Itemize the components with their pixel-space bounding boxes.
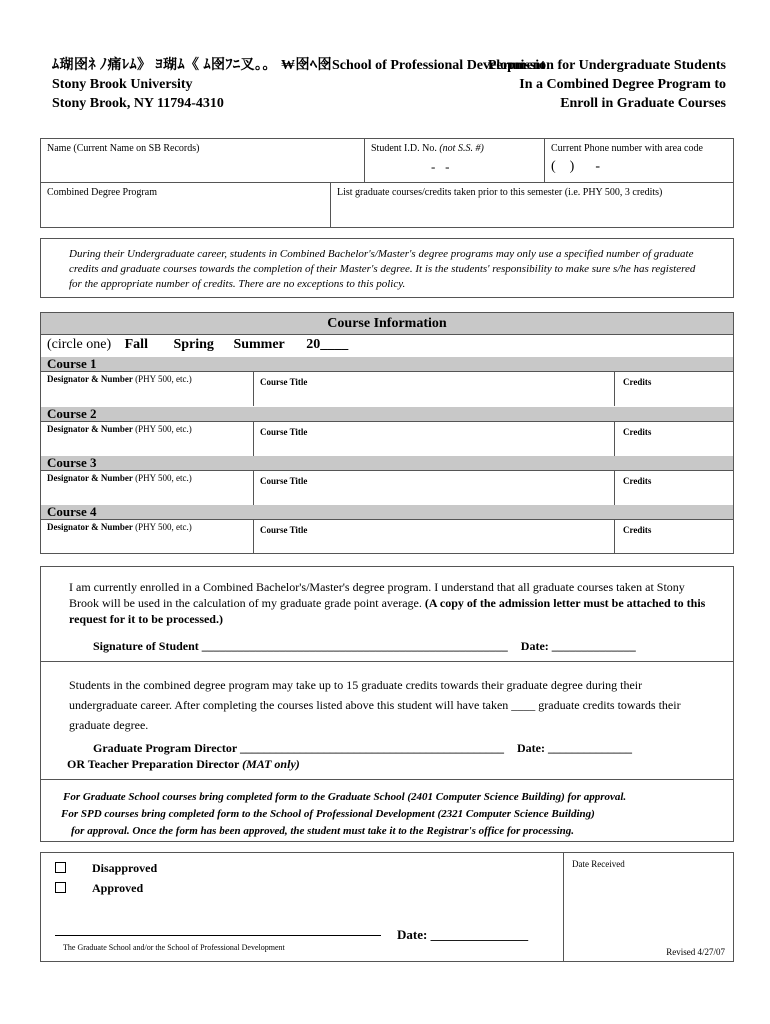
course-1-block xyxy=(41,357,733,406)
student-date-label: Date: ______________ xyxy=(520,639,636,653)
form-title-line3: Enroll in Graduate Courses xyxy=(560,96,726,111)
teacher-director-note: (MAT only) xyxy=(242,757,300,771)
enrollment-statement xyxy=(69,579,709,627)
term-spring[interactable]: Spring xyxy=(173,337,214,352)
approver-signature-line[interactable] xyxy=(55,935,381,936)
designator-note: (PHY 500, etc.) xyxy=(135,424,192,434)
course-1-row xyxy=(41,371,733,406)
student-signature-label: Signature of Student ___________________________________________________ xyxy=(93,639,508,653)
phone-label: Current Phone number with area code xyxy=(551,143,703,154)
approval-date-line[interactable]: Date: _______________ xyxy=(397,927,529,942)
phone-format: ( ) - xyxy=(551,159,600,174)
section-divider xyxy=(41,661,733,662)
designator-label: Designator & Number xyxy=(47,374,133,384)
enrollment-statement-text: I am currently enrolled in a Combined Bachelor's/Master's degree program. I understand that all graduate courses taken at Stony Brook will be used in the calculation of my graduate grade point average. xyxy=(69,580,685,610)
approved-label: Approved xyxy=(92,881,144,895)
combined-degree-program-label: Combined Degree Program xyxy=(47,187,157,198)
section-divider xyxy=(41,779,733,780)
course-4-title-field[interactable] xyxy=(253,520,615,554)
course-2-designator-field[interactable] xyxy=(47,424,192,434)
combined-degree-program-field[interactable] xyxy=(41,183,331,227)
designator-note: (PHY 500, etc.) xyxy=(135,473,192,483)
student-id-dashes: - - xyxy=(431,159,450,174)
university-name: Stony Brook University xyxy=(52,77,193,92)
teacher-director-label: OR Teacher Preparation Director xyxy=(67,757,240,771)
course-3-title-field[interactable] xyxy=(253,471,615,505)
instruction-line-3: for approval. Once the form has been approved, the student must take it to the Registrar's office for processing. xyxy=(71,825,575,837)
school-name: School of Professional Development xyxy=(332,58,546,73)
student-id-field[interactable] xyxy=(365,139,545,183)
designator-note: (PHY 500, etc.) xyxy=(135,522,192,532)
checkbox-square xyxy=(55,862,66,873)
instruction-line-2: For SPD courses bring completed form to the School of Professional Development (2321 Computer Science Building) xyxy=(61,808,595,820)
credits-statement: Students in the combined degree program may take up to 15 graduate credits towards their graduate degree during their undergraduate career. After completing the courses listed above this student will have taken ____ graduate credits towards their graduate degree. xyxy=(69,678,681,732)
course-2-title-field[interactable] xyxy=(253,422,615,456)
name-field[interactable] xyxy=(41,139,365,183)
approval-section xyxy=(40,852,734,962)
director-signature-line[interactable] xyxy=(93,741,632,756)
course-2-heading: Course 2 xyxy=(41,407,733,421)
designator-note: (PHY 500, etc.) xyxy=(135,374,192,384)
designator-label: Designator & Number xyxy=(47,473,133,483)
instruction-line-1: For Graduate School courses bring completed form to the Graduate School (2401 Computer Science Building) for approval. xyxy=(63,791,627,803)
policy-notice-text: During their Undergraduate career, students in Combined Bachelor's/Master's degree programs may only use a specified number of graduate credits and graduate courses towards the completion of their Master's degree. It is the students' responsibility to make sure s/he has registered for the appropriate number of credits. There are no exceptions to this policy. xyxy=(69,248,696,290)
checkbox-square xyxy=(55,882,66,893)
student-id-note: (not S.S. #) xyxy=(439,143,484,154)
course-title-label: Course Title xyxy=(260,427,308,437)
name-label: Name (Current Name on SB Records) xyxy=(47,143,200,154)
certification-section xyxy=(40,566,734,842)
admission-letter-note: (A copy of the admission letter must be attached to this request for it to be processed.) xyxy=(69,596,706,626)
disapproved-label: Disapproved xyxy=(92,861,158,875)
course-3-row xyxy=(41,470,733,505)
term-summer: Summer xyxy=(233,337,285,352)
director-date-label: Date: ______________ xyxy=(516,741,632,755)
form-title-line2: In a Combined Degree Program to xyxy=(519,77,726,92)
course-information-title: Course Information xyxy=(41,313,733,335)
course-2-credits-field[interactable]: Credits xyxy=(623,427,652,437)
policy-notice xyxy=(40,238,734,298)
term-fall[interactable]: Fall xyxy=(124,337,148,352)
circle-one-label: (circle one) xyxy=(47,337,112,352)
course-2-row xyxy=(41,421,733,456)
garbled-header-text: ﾑ瑚囹ﾈ ﾉ痛ﾚﾑ》 ﾖ瑚ﾑ《 ﾑ囹ﾌﾆ叉。。 ₩囹ﾍ囹 xyxy=(52,58,332,73)
course-3-heading: Course 3 xyxy=(41,456,733,470)
revision-date: Revised 4/27/07 xyxy=(666,947,725,957)
course-1-heading: Course 1 xyxy=(41,357,733,371)
approved-checkbox[interactable] xyxy=(55,881,143,896)
course-3-credits-field[interactable]: Credits xyxy=(623,476,652,486)
university-address: Stony Brook, NY 11794-4310 xyxy=(52,96,224,111)
course-3-designator-field[interactable] xyxy=(47,473,192,483)
date-received-label: Date Received xyxy=(572,859,625,869)
header-left xyxy=(52,56,545,113)
term-year[interactable]: 20____ xyxy=(306,337,349,352)
student-info-grid xyxy=(40,138,734,228)
course-4-block xyxy=(41,505,733,554)
disapproved-checkbox[interactable] xyxy=(55,861,157,876)
prior-courses-label: List graduate courses/credits taken prior to this semester (i.e. PHY 500, 3 credits) xyxy=(337,187,663,198)
designator-label: Designator & Number xyxy=(47,522,133,532)
course-3-block xyxy=(41,456,733,505)
form-title-line1: Permission for Undergraduate Students xyxy=(487,58,726,73)
term-selector xyxy=(47,337,348,353)
course-1-title-field[interactable] xyxy=(253,372,615,406)
course-4-designator-field[interactable] xyxy=(47,522,192,532)
date-received-box[interactable] xyxy=(563,853,734,961)
course-information-section xyxy=(40,312,734,554)
form-title xyxy=(488,56,726,113)
teacher-director-line xyxy=(67,757,300,772)
course-1-credits-field[interactable]: Credits xyxy=(623,377,652,387)
phone-field[interactable] xyxy=(545,139,733,183)
approver-caption: The Graduate School and/or the School of Professional Development xyxy=(63,943,285,952)
prior-courses-field[interactable] xyxy=(331,183,733,227)
student-signature-line[interactable] xyxy=(93,639,636,654)
course-4-row xyxy=(41,519,733,554)
course-1-designator-field[interactable] xyxy=(47,374,192,384)
student-id-label: Student I.D. No. xyxy=(371,143,437,154)
course-title-label: Course Title xyxy=(260,525,308,535)
director-signature-label: Graduate Program Director ____________________________________________ xyxy=(93,741,504,755)
designator-label: Designator & Number xyxy=(47,424,133,434)
course-title-label: Course Title xyxy=(260,377,308,387)
course-4-heading: Course 4 xyxy=(41,505,733,519)
course-title-label: Course Title xyxy=(260,476,308,486)
course-4-credits-field[interactable]: Credits xyxy=(623,525,652,535)
course-2-block xyxy=(41,407,733,456)
